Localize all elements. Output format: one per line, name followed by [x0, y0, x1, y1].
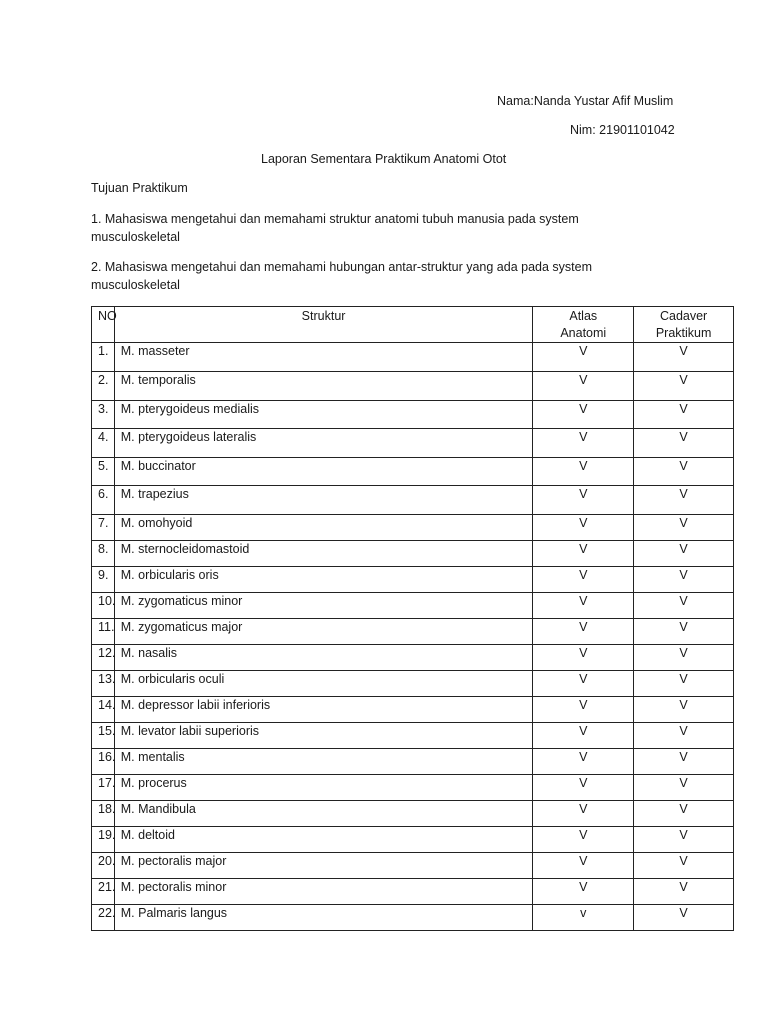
row-structure: M. buccinator [114, 458, 533, 486]
row-structure: M. deltoid [114, 827, 533, 853]
row-atlas-check: V [533, 429, 634, 458]
row-structure: M. procerus [114, 775, 533, 801]
table-row [92, 567, 734, 593]
row-atlas-check: V [533, 593, 634, 619]
header-struktur: Struktur [114, 307, 533, 343]
row-structure: M. sternocleidomastoid [114, 541, 533, 567]
row-number: 2. [92, 372, 115, 401]
row-cadaver-check: V [634, 486, 734, 515]
student-id: Nim: 21901101042 [570, 123, 675, 137]
row-cadaver-check: V [634, 853, 734, 879]
header-cadaver [634, 307, 734, 343]
row-atlas-check: V [533, 697, 634, 723]
table-row [92, 671, 734, 697]
row-number: 10. [92, 593, 115, 619]
row-cadaver-check: V [634, 775, 734, 801]
table-row [92, 593, 734, 619]
row-atlas-check: V [533, 567, 634, 593]
row-cadaver-check: V [634, 372, 734, 401]
table-row [92, 515, 734, 541]
row-number: 13. [92, 671, 115, 697]
row-atlas-check: V [533, 372, 634, 401]
row-number: 16. [92, 749, 115, 775]
row-structure: M. orbicularis oris [114, 567, 533, 593]
row-atlas-check: V [533, 801, 634, 827]
table-row [92, 541, 734, 567]
table-row [92, 372, 734, 401]
table-row [92, 343, 734, 372]
header-cadaver-line1: Cadaver [659, 309, 708, 323]
row-structure: M. depressor labii inferioris [114, 697, 533, 723]
row-structure: M. mentalis [114, 749, 533, 775]
student-name: Nama:Nanda Yustar Afif Muslim [497, 94, 674, 108]
row-atlas-check: V [533, 541, 634, 567]
document-title: Laporan Sementara Praktikum Anatomi Otot [261, 152, 507, 166]
row-atlas-check: V [533, 749, 634, 775]
row-cadaver-check: V [634, 905, 734, 931]
objective-1: 1. Mahasiswa mengetahui dan memahami struktur anatomi tubuh manusia pada system musculoskeletal [91, 212, 579, 244]
table-row [92, 827, 734, 853]
table-row [92, 723, 734, 749]
table-row [92, 749, 734, 775]
row-cadaver-check: V [634, 827, 734, 853]
row-structure: M. levator labii superioris [114, 723, 533, 749]
row-atlas-check: V [533, 619, 634, 645]
row-atlas-check: V [533, 343, 634, 372]
row-atlas-check: V [533, 401, 634, 429]
row-cadaver-check: V [634, 749, 734, 775]
row-number: 3. [92, 401, 115, 429]
table-row [92, 775, 734, 801]
table-header-row [92, 307, 734, 343]
row-number: 4. [92, 429, 115, 458]
table-row [92, 401, 734, 429]
row-number: 1. [92, 343, 115, 372]
row-structure: M. pterygoideus lateralis [114, 429, 533, 458]
table-row [92, 879, 734, 905]
row-number: 6. [92, 486, 115, 515]
row-atlas-check: v [533, 905, 634, 931]
row-number: 9. [92, 567, 115, 593]
row-atlas-check: V [533, 827, 634, 853]
row-atlas-check: V [533, 645, 634, 671]
row-cadaver-check: V [634, 697, 734, 723]
row-cadaver-check: V [634, 801, 734, 827]
row-structure: M. zygomaticus minor [114, 593, 533, 619]
row-structure: M. Palmaris langus [114, 905, 533, 931]
row-cadaver-check: V [634, 541, 734, 567]
row-structure: M. zygomaticus major [114, 619, 533, 645]
row-structure: M. pterygoideus medialis [114, 401, 533, 429]
row-number: 12. [92, 645, 115, 671]
row-number: 21. [92, 879, 115, 905]
row-cadaver-check: V [634, 645, 734, 671]
row-cadaver-check: V [634, 343, 734, 372]
row-structure: M. temporalis [114, 372, 533, 401]
row-atlas-check: V [533, 879, 634, 905]
table-row [92, 645, 734, 671]
header-atlas-line2: Anatomi [560, 326, 607, 340]
header-cadaver-line2: Praktikum [655, 326, 712, 340]
row-number: 8. [92, 541, 115, 567]
row-cadaver-check: V [634, 879, 734, 905]
row-atlas-check: V [533, 458, 634, 486]
row-number: 14. [92, 697, 115, 723]
table-row [92, 853, 734, 879]
row-cadaver-check: V [634, 567, 734, 593]
table-row [92, 486, 734, 515]
row-cadaver-check: V [634, 458, 734, 486]
row-cadaver-check: V [634, 515, 734, 541]
row-structure: M. orbicularis oculi [114, 671, 533, 697]
row-structure: M. Mandibula [114, 801, 533, 827]
row-number: 7. [92, 515, 115, 541]
row-number: 11. [92, 619, 115, 645]
row-number: 5. [92, 458, 115, 486]
header-atlas [533, 307, 634, 343]
objectives-heading: Tujuan Praktikum [91, 181, 188, 195]
row-cadaver-check: V [634, 593, 734, 619]
row-structure: M. omohyoid [114, 515, 533, 541]
row-number: 17. [92, 775, 115, 801]
row-number: 18. [92, 801, 115, 827]
table-row [92, 697, 734, 723]
table-row [92, 429, 734, 458]
table-body [92, 343, 734, 931]
row-cadaver-check: V [634, 723, 734, 749]
row-atlas-check: V [533, 671, 634, 697]
table-row [92, 801, 734, 827]
header-atlas-line1: Atlas [569, 309, 598, 323]
row-structure: M. pectoralis minor [114, 879, 533, 905]
row-structure: M. trapezius [114, 486, 533, 515]
objective-2: 2. Mahasiswa mengetahui dan memahami hubungan antar-struktur yang ada pada system musculoskeletal [91, 260, 592, 292]
row-number: 22. [92, 905, 115, 931]
row-atlas-check: V [533, 515, 634, 541]
row-structure: M. masseter [114, 343, 533, 372]
row-cadaver-check: V [634, 401, 734, 429]
row-atlas-check: V [533, 853, 634, 879]
row-structure: M. pectoralis major [114, 853, 533, 879]
muscle-table [91, 306, 734, 931]
table-row [92, 458, 734, 486]
row-atlas-check: V [533, 723, 634, 749]
row-number: 19. [92, 827, 115, 853]
header-no: NO [92, 307, 115, 343]
row-number: 20. [92, 853, 115, 879]
row-number: 15. [92, 723, 115, 749]
row-cadaver-check: V [634, 429, 734, 458]
row-atlas-check: V [533, 775, 634, 801]
row-cadaver-check: V [634, 619, 734, 645]
row-atlas-check: V [533, 486, 634, 515]
row-structure: M. nasalis [114, 645, 533, 671]
table-row [92, 905, 734, 931]
row-cadaver-check: V [634, 671, 734, 697]
table-row [92, 619, 734, 645]
